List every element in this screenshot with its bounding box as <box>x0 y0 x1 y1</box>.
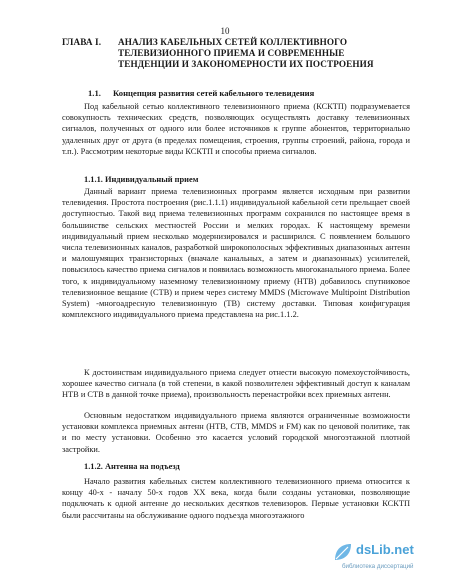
individual-paragraph: Данный вариант приема телевизионных программ является исходным при развитии телевидения. Простота построения (рис.1.1.1) индивидуальной кабельной сети прельщает своей доступностью. Такой вид приема телевизионных программ сохранился по настоящее время в большинстве сельских местностей России и мелких городах. К настоящему времени индивидуальный прием несколько модернизировался и расширился. С появлением большого числа телевизионных каналов, разработкой широкополосных эффективных диапазонных антенн и малошумящих транзисторных (вначале канальных, а затем и диапазонных) усилителей, повысилось качество приема сигналов и появилась возможность многоканального приема. Более того, к индивидуальному наземному телевизионному приему (НТВ) добавилось спутниковое телевизионное вещание (СТВ) и прием через систему MMDS (Microwave Multipoint Distribution System) -многоадресную телевизионную (ТВ) систему доставки. Типовая конфигурация комплексного индивидуального приема представлена на рис.1.1.2. <box>62 187 410 320</box>
chapter-heading <box>62 37 407 70</box>
leaf-logo-icon <box>332 541 354 563</box>
section-heading <box>88 88 408 98</box>
subsection-heading-entrance: 1.1.2. Антенна на подъезд <box>84 462 180 471</box>
intro-paragraph: Под кабельной сетью коллективного телевизионного приема (КСКТП) подразумевается совокупность технических средств, позволяющих осуществлять доставку телевизионных сигналов, полученных от одного или более источников к группе абонентов, территориально удаленных друг от друга (в пределах помещения, строения, группы строений, района, города и т.п.). Рассмотрим некоторые виды КСКТП и способы приема сигналов. <box>62 102 410 156</box>
subsection-heading-individual: 1.1.1. Индивидуальный прием <box>84 175 199 184</box>
entrance-paragraph: Начало развития кабельных систем коллективного телевизионного приема относится к концу 40-х - началу 50-х годов XX века, когда были созданы установки, позволяющие подключать к одной антенне до нескольких десятков телевизоров. Первые установки КСКТП были рассчитаны на обслуживание одного подъезда многоэтажного <box>62 477 410 520</box>
watermark-subtitle: библиотека диссертаций <box>342 563 414 570</box>
section-title: Концепция развития сетей кабельного телевидения <box>113 88 315 98</box>
advantages-paragraph: К достоинствам индивидуального приема следует отнести высокую помехоустойчивость, хорошее качество сигнала (в той степени, в какой позволителен эффективный доступ к каналам НТВ и СТВ в данной точке приема), произвольность перенастройки всех приемных антенн. <box>62 368 410 400</box>
drawbacks-paragraph: Основным недостатком индивидуального приема являются ограниченные возможности установки комплекса приемных антенн (НТВ, СТВ, MMDS и FM) как по ценовой политике, так и по месту установки. Особенно это касается условий городской многоэтажной плотной застройки. <box>62 411 410 454</box>
watermark-title: dsLib.net <box>356 542 414 557</box>
page-number: 10 <box>220 26 230 36</box>
chapter-title: АНАЛИЗ КАБЕЛЬНЫХ СЕТЕЙ КОЛЛЕКТИВНОГО ТЕЛЕВИЗИОННОГО ПРИЕМА И СОВРЕМЕННЫЕ ТЕНДЕНЦИИ И ЗАКОНОМЕРНОСТИ ИХ ПОСТРОЕНИЯ <box>118 37 374 69</box>
chapter-number: ГЛАВА I. <box>62 37 102 47</box>
watermark <box>332 541 442 575</box>
section-number: 1.1. <box>88 88 101 98</box>
